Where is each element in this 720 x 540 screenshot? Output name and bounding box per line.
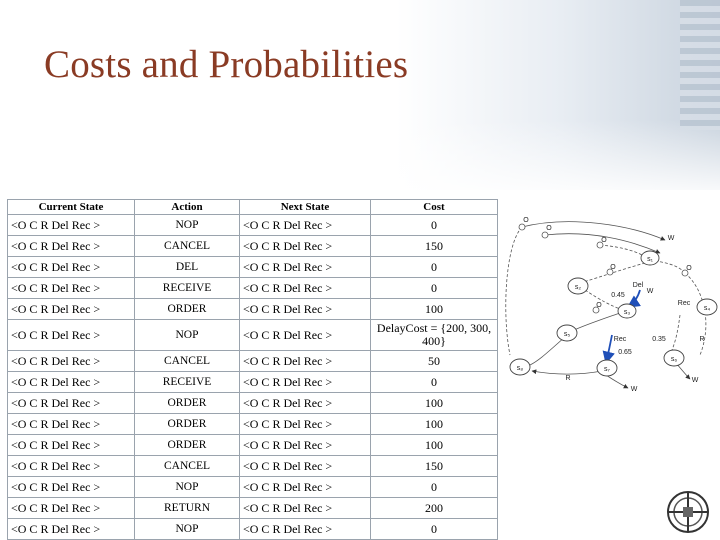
- table-row: [8, 393, 498, 414]
- cell-next-state: <O C R Del Rec >: [240, 414, 371, 435]
- cell-action: RECEIVE: [135, 278, 240, 299]
- node-label-s4: s₄: [703, 305, 711, 312]
- cell-next-state: <O C R Del Rec >: [240, 278, 371, 299]
- edge-label: W: [630, 386, 638, 393]
- cell-cost: 200: [371, 498, 498, 519]
- table-row: [8, 498, 498, 519]
- cell-cost: 50: [371, 351, 498, 372]
- table-row: [8, 215, 498, 236]
- cell-action: CANCEL: [135, 236, 240, 257]
- cell-current-state: <O C R Del Rec >: [8, 215, 135, 236]
- cell-action: RETURN: [135, 498, 240, 519]
- cell-cost: 100: [371, 393, 498, 414]
- cell-current-state: <O C R Del Rec >: [8, 435, 135, 456]
- edge-label: R: [565, 375, 571, 382]
- cell-action: CANCEL: [135, 456, 240, 477]
- cell-current-state: <O C R Del Rec >: [8, 236, 135, 257]
- cell-current-state: <O C R Del Rec >: [8, 257, 135, 278]
- node-label-s2: s₂: [574, 284, 582, 291]
- edge-label: W: [691, 377, 699, 384]
- cell-action: RECEIVE: [135, 372, 240, 393]
- cell-next-state: <O C R Del Rec >: [240, 498, 371, 519]
- cell-action: DEL: [135, 257, 240, 278]
- edge-s5-s8: [530, 337, 565, 365]
- node-label-s5: s₅: [563, 331, 571, 338]
- cell-cost: 0: [371, 215, 498, 236]
- cell-next-state: <O C R Del Rec >: [240, 320, 371, 351]
- header-current-state: Current State: [8, 200, 135, 215]
- cell-next-state: <O C R Del Rec >: [240, 477, 371, 498]
- table-row: [8, 299, 498, 320]
- cell-cost: 100: [371, 414, 498, 435]
- cell-cost: DelayCost = {200, 300, 400}: [371, 320, 498, 351]
- cell-cost: 0: [371, 372, 498, 393]
- cell-next-state: <O C R Del Rec >: [240, 372, 371, 393]
- edge-label: O: [610, 264, 616, 271]
- table-row: [8, 477, 498, 498]
- cell-next-state: <O C R Del Rec >: [240, 236, 371, 257]
- edge-label: Rec: [613, 336, 627, 343]
- cell-current-state: <O C R Del Rec >: [8, 372, 135, 393]
- node-label-s3: s₃: [623, 309, 631, 316]
- header-action: Action: [135, 200, 240, 215]
- table-row: [8, 236, 498, 257]
- table-header-row: [8, 200, 498, 215]
- cell-next-state: <O C R Del Rec >: [240, 456, 371, 477]
- table-row: [8, 351, 498, 372]
- cell-next-state: <O C R Del Rec >: [240, 519, 371, 540]
- edge-s7-w: [606, 375, 628, 388]
- table-row: [8, 519, 498, 540]
- slide-title: Costs and Probabilities: [44, 43, 409, 86]
- cell-next-state: <O C R Del Rec >: [240, 435, 371, 456]
- edge-s7-s8: [532, 371, 602, 374]
- table-row: [8, 320, 498, 351]
- edge-label: 0.65: [618, 349, 632, 356]
- table-row: [8, 435, 498, 456]
- node-label-s7: s₇: [604, 366, 610, 373]
- table-row: [8, 372, 498, 393]
- edge-label: Rec: [677, 300, 691, 307]
- edge-label: O: [596, 302, 602, 309]
- cell-next-state: <O C R Del Rec >: [240, 215, 371, 236]
- edge-label: W: [646, 288, 654, 295]
- node-label-s1: s₁: [647, 256, 653, 263]
- table-row: [8, 278, 498, 299]
- node-label-s6: s₆: [670, 356, 678, 363]
- cell-current-state: <O C R Del Rec >: [8, 477, 135, 498]
- cell-current-state: <O C R Del Rec >: [8, 351, 135, 372]
- o-marker: [542, 232, 548, 238]
- header-fade: [0, 120, 720, 200]
- table-row: [8, 257, 498, 278]
- cell-action: NOP: [135, 519, 240, 540]
- cell-cost: 150: [371, 456, 498, 477]
- edge-s1-right: [655, 261, 685, 273]
- edge-third-o: [600, 245, 645, 257]
- cell-current-state: <O C R Del Rec >: [8, 519, 135, 540]
- cell-next-state: <O C R Del Rec >: [240, 393, 371, 414]
- cell-action: CANCEL: [135, 351, 240, 372]
- edge-s3-s5: [572, 313, 620, 331]
- cell-action: ORDER: [135, 393, 240, 414]
- decorative-strip: [680, 0, 720, 130]
- edge-label: W: [667, 235, 675, 242]
- cell-cost: 0: [371, 257, 498, 278]
- header-next-state: Next State: [240, 200, 371, 215]
- edge-label: O: [601, 237, 607, 244]
- costs-table: [7, 199, 498, 540]
- edge-label: Del: [632, 282, 644, 289]
- cell-action: NOP: [135, 215, 240, 236]
- table-row: [8, 414, 498, 435]
- cell-cost: 100: [371, 299, 498, 320]
- emblem-icon: [666, 490, 710, 534]
- edge-label: O: [546, 225, 552, 232]
- edge-label: 0.45: [611, 292, 625, 299]
- cell-current-state: <O C R Del Rec >: [8, 278, 135, 299]
- table-row: [8, 456, 498, 477]
- edge-label: O: [523, 217, 529, 224]
- edge-label: 0.35: [652, 336, 666, 343]
- cell-current-state: <O C R Del Rec >: [8, 498, 135, 519]
- edge-rec-arrow: [606, 335, 612, 363]
- cell-current-state: <O C R Del Rec >: [8, 456, 135, 477]
- cell-current-state: <O C R Del Rec >: [8, 299, 135, 320]
- edge-s4-s6: [672, 315, 680, 350]
- cell-action: ORDER: [135, 435, 240, 456]
- cell-action: NOP: [135, 320, 240, 351]
- cell-current-state: <O C R Del Rec >: [8, 320, 135, 351]
- cell-cost: 0: [371, 278, 498, 299]
- cell-action: NOP: [135, 477, 240, 498]
- cell-next-state: <O C R Del Rec >: [240, 257, 371, 278]
- edge-label: R: [699, 336, 705, 343]
- state-transition-diagram: [500, 205, 720, 405]
- cell-cost: 0: [371, 477, 498, 498]
- cell-next-state: <O C R Del Rec >: [240, 299, 371, 320]
- cell-current-state: <O C R Del Rec >: [8, 414, 135, 435]
- header-cost: Cost: [371, 200, 498, 215]
- edge-outer: [506, 227, 522, 355]
- node-label-s8: s₈: [516, 365, 524, 372]
- cell-action: ORDER: [135, 414, 240, 435]
- cell-cost: 100: [371, 435, 498, 456]
- cell-next-state: <O C R Del Rec >: [240, 351, 371, 372]
- cell-action: ORDER: [135, 299, 240, 320]
- edge-label: O: [686, 265, 692, 272]
- o-marker: [519, 224, 525, 230]
- cell-current-state: <O C R Del Rec >: [8, 393, 135, 414]
- cell-cost: 0: [371, 519, 498, 540]
- cell-cost: 150: [371, 236, 498, 257]
